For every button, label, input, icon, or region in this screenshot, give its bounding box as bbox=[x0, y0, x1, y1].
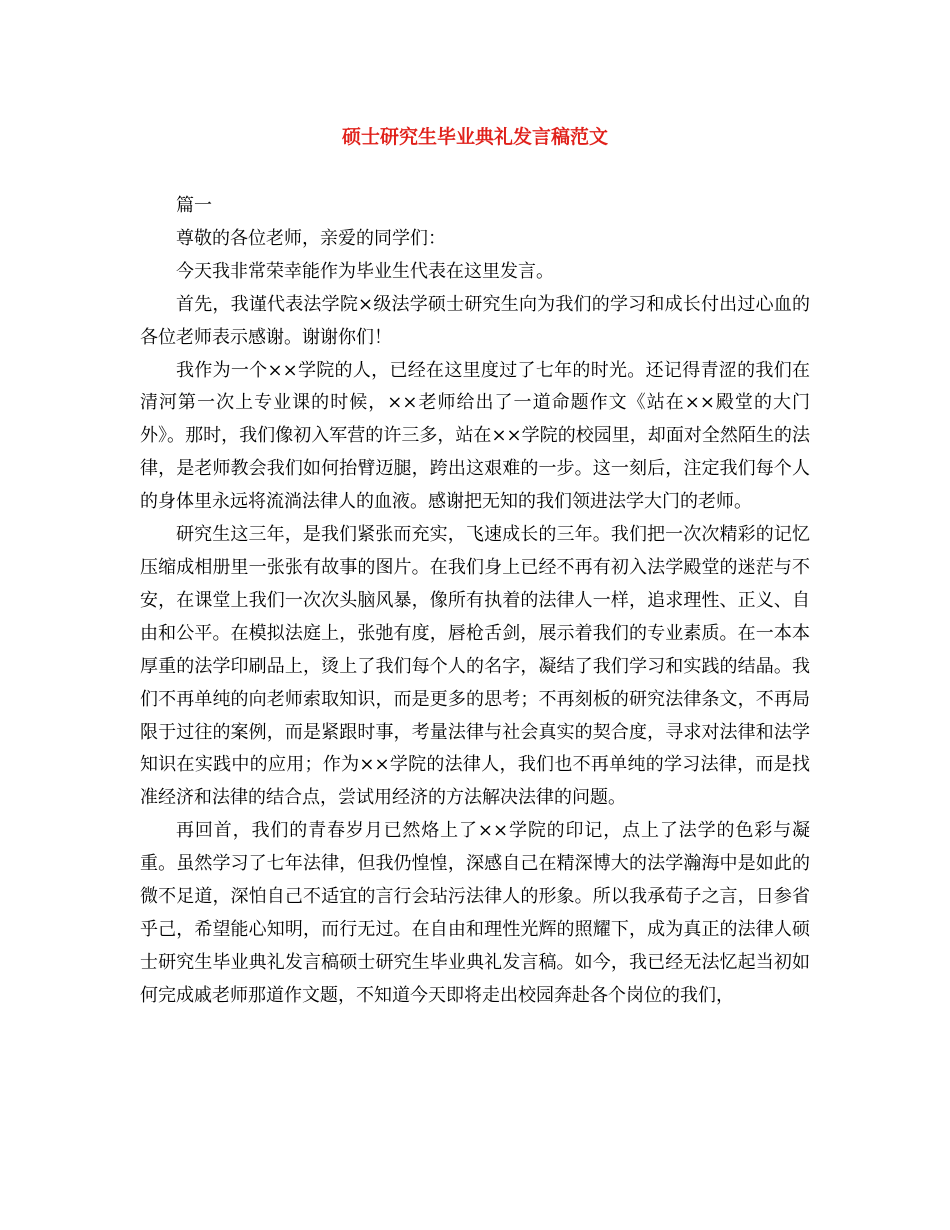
paragraph: 研究生这三年，是我们紧张而充实，飞速成长的三年。我们把一次次精彩的记忆压缩成相册里一张张有故事的图片。在我们身上已经不再有初入法学殿堂的迷茫与不安，在课堂上我们一次次头脑风暴，像所有执着的法律人一样，追求理性、正义、自由和公平。在模拟法庭上，张弛有度，唇枪舌剑，展示着我们的专业素质。在一本本厚重的法学印刷品上，烫上了我们每个人的名字，凝结了我们学习和实践的结晶。我们不再单纯的向老师索取知识，而是更多的思考；不再刻板的研究法律条文，不再局限于过往的案例，而是紧跟时事，考量法律与社会真实的契合度，寻求对法律和法学知识在实践中的应用；作为××学院的法律人，我们也不再单纯的学习法律，而是找准经济和法律的结合点，尝试用经济的方法解决法律的问题。 bbox=[140, 524, 810, 809]
paragraph: 首先，我谨代表法学院×级法学硕士研究生向为我们的学习和成长付出过心血的各位老师表示感谢。谢谢你们！ bbox=[140, 293, 810, 348]
paragraph: 再回首，我们的青春岁月已然烙上了××学院的印记，点上了法学的色彩与凝重。虽然学习了七年法律，但我仍惶惶，深感自己在精深博大的法学瀚海中是如此的微不足道，深怕自己不适宜的言行会玷污法律人的形象。所以我承荀子之言，日参省乎己，希望能心知明，而行无过。在自由和理性光辉的照耀下，成为真正的法律人硕士研究生毕业典礼发言稿硕士研究生毕业典礼发言稿。如今，我已经无法忆起当初如何完成戚老师那道作文题，不知道今天即将走出校园奔赴各个岗位的我们， bbox=[140, 820, 810, 1006]
paragraph-salutation: 尊敬的各位老师，亲爱的同学们： bbox=[176, 227, 446, 249]
paragraph: 今天我非常荣幸能作为毕业生代表在这里发言。 bbox=[176, 260, 554, 282]
paragraph-section-label: 篇一 bbox=[176, 195, 212, 216]
paragraph: 我作为一个××学院的人，已经在这里度过了七年的时光。还记得青涩的我们在清河第一次上专业课的时候，××老师给出了一道命题作文《站在××殿堂的大门外》。那时，我们像初入军营的许三多，站在××学院的校园里，却面对全然陌生的法律，是老师教会我们如何抬臂迈腿，跨出这艰难的一步。这一刻后，注定我们每个人的身体里永远将流淌法律人的血液。感谢把无知的我们领进法学大门的老师。 bbox=[140, 359, 810, 513]
document-title: 硕士研究生毕业典礼发言稿范文 bbox=[341, 126, 608, 148]
document-body bbox=[140, 190, 810, 1013]
